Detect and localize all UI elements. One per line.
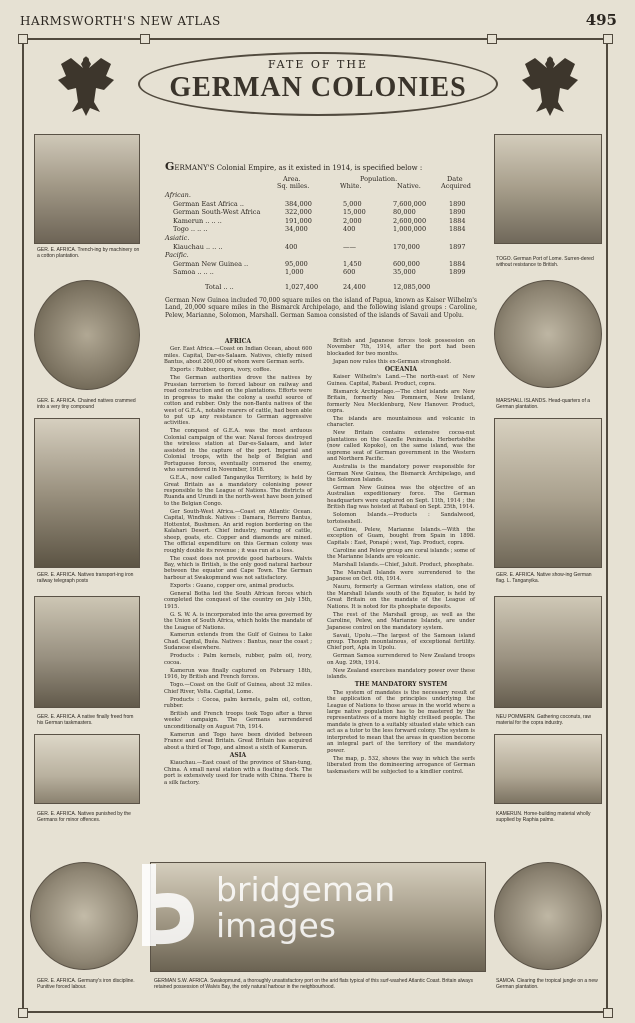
region-label: Pacific. — [165, 251, 189, 260]
colony-name: Kiauchau .. .. .. — [173, 242, 223, 251]
body-paragraph: Kiauchau.—East coast of the province of Shan-tung, China. A small naval station with a floating dock. The port is extensively used for trade with China. There is a silk factory. — [164, 760, 312, 786]
body-paragraph: Caroline and Pelew group are coral islands ; some of the Marianne Islands are volcanic. — [327, 547, 475, 561]
region-label: Asiatic. — [165, 234, 190, 242]
body-paragraph: Kamerun extends from the Gulf of Guinea to Lake Chad. Capital, Buéa. Natives : Bantus, near the coast ; Sudanese elsewhere. — [164, 632, 312, 652]
photo-marshall-hq — [494, 280, 602, 388]
body-paragraph: New Britain contains extensive cocoa-nut plantations on the Gazelle Peninsula. Herbertshöhe (now called Kopoko), on the same island, was the supreme seat of German government in the Western and Northern Pacific. — [327, 430, 475, 463]
page-header — [0, 0, 635, 34]
watermark-logo-icon — [138, 864, 198, 946]
body-paragraph: Ger. East Africa.—Coast on Indian Ocean, about 600 miles. Capital, Dar-es-Salaam. Natives, chiefly mixed Bantus, about 200,000 of whom were German serfs. — [164, 346, 312, 366]
section-heading: THE MANDATORY SYSTEM — [354, 681, 448, 689]
white-cell: 600 — [343, 268, 356, 277]
photo-jungle-clearing — [494, 862, 602, 970]
colony-name: German New Guinea .. — [173, 259, 249, 268]
caption-l4: GER. E. AFRICA. A native finally freed from his German taskmasters. — [37, 714, 134, 726]
body-paragraph: Ger South-West Africa.—Coast on Atlantic Ocean. Capital, Windhuk. Natives : Damara, Herrero Bantus, Hottentot, Bushmen. An arid region bordering on the Kalahari Desert. Chief industry, rearing of cattle, sheep, goats, etc. Copper and diamonds are mined. The official expenditure on this German colony was roughly double its revenue ; it was run at a loss. — [164, 508, 312, 554]
body-paragraph: The map, p. 532, shows the way in which the serfs liberated from the domineering arrogance of German taskmasters will be subjected to a kindlier control. — [327, 755, 475, 775]
photo-trenching — [34, 134, 140, 244]
body-paragraph: Bismarck Archipelago.—The chief islands are New Britain, formerly Neu Pommern, New Ireland, formerly Neu Mecklenburg, New Hanover. Product, copra. — [327, 388, 475, 415]
body-paragraph: G.E.A., now called Tanganyika Territory, is held by Great Britain as a mandatory colonising power responsible to the League of Nations. The districts of Ruanda and Urundi in the north-west have been joined to the Belgian Congo. — [164, 475, 312, 507]
atlas-title: HARMSWORTH'S NEW ATLAS — [20, 14, 221, 28]
summary-paragraph: German New Guinea included 70,000 square miles on the island of Papua, known as Kaiser Wilhelm's Land, 20,000 square miles in the Bismarck Archipelago, and the following island groups : Caroline, Pelew, Marianne, Solomon, Marshall. German Samoa consisted of the islands of Savaii and Upolu. — [165, 297, 477, 319]
watermark-line2: images — [216, 906, 336, 945]
right-column — [327, 338, 475, 777]
body-paragraph: General Botha led the South African forces which completed the conquest of the country on July 15th, 1915. — [164, 590, 312, 610]
section-heading: OCEANIA — [384, 365, 418, 373]
caption-r4: NEU POMMERN. Gathering coconuts, raw material for the copra industry. — [496, 714, 592, 726]
caption-l3: GER. E. AFRICA. Natives transport-ing iron railway telegraph posts — [37, 572, 134, 584]
white-cell: 400 — [343, 225, 356, 234]
body-paragraph: The islands are mountainous and volcanic in character. — [327, 415, 475, 429]
title-cartouche — [138, 52, 498, 116]
table-total-row — [165, 283, 477, 292]
caption-r3: GER. E. AFRICA. Native show-ing German flag. L. Tanganyika. — [496, 572, 592, 584]
area-cell: 400 — [285, 242, 298, 251]
native-cell: 1,000,000 — [393, 225, 427, 234]
intro-text: ERMANY'S Colonial Empire, as it existed in 1914, is specified below : — [174, 164, 423, 172]
caption-r5: KAMERUN. Home-building material wholly supplied by Raphia palms. — [496, 811, 591, 823]
page-number: 495 — [585, 11, 617, 29]
body-paragraph: The rest of the Marshall group, as well as the Caroline, Pelew, and Marianne Islands, are under Japanese control on the mandatory system. — [327, 611, 475, 631]
colony-name: Samoa .. .. .. — [173, 268, 214, 277]
table-row — [165, 268, 477, 277]
colony-name: Total .. .. — [205, 283, 234, 291]
header-white: White. — [340, 182, 362, 190]
frame-corner-ornament — [603, 1008, 613, 1018]
section-heading: ASIA — [229, 751, 247, 759]
photo-freed-native — [34, 596, 140, 708]
header-native: Native. — [397, 182, 421, 190]
date-cell: 1884 — [449, 259, 466, 268]
area-cell: 384,000 — [285, 199, 312, 208]
colony-name: German South-West Africa — [173, 208, 261, 217]
colony-name: Kamerun .. .. .. — [173, 216, 222, 225]
body-paragraph: Kaiser Wilhelm's Land.—The north-east of New Guinea. Capital, Rabaul. Product, copra. — [327, 374, 475, 387]
frame-corner-ornament — [140, 34, 150, 44]
frame-corner-ornament — [18, 1008, 28, 1018]
date-cell: 1897 — [449, 242, 466, 251]
body-paragraph: Nauru, formerly a German wireless station, one of the Marshall Islands south of the Equator, is held by Great Britain on the mandate of the League of Nations. It is noted for its phosphate deposits. — [327, 584, 475, 610]
region-label: African. — [165, 191, 191, 199]
white-cell: 2,000 — [343, 216, 362, 225]
body-paragraph: Solomon Islands.—Products : Sandalwood, tortoiseshell. — [327, 512, 475, 525]
native-cell: 12,085,000 — [393, 283, 431, 291]
body-paragraph: The system of mandates is the necessary result of the application of the principles underlying the League of Nations to those areas in the world where a large native population has to be mastered by the representatives of a more highly civilised people. The mandate is given to a suitably situated state which can act as a tutor to the less forward colony. The system is interpreted to mean that the areas in question become an integral part of the territory of the mandatory power. — [327, 689, 475, 754]
frame-corner-ornament — [603, 34, 613, 44]
date-cell: 1899 — [449, 268, 466, 277]
bridgeman-watermark — [138, 862, 463, 952]
colony-name: Togo .. .. .. — [173, 225, 208, 234]
native-cell: 2,600,000 — [393, 216, 427, 225]
date-cell: 1884 — [449, 216, 466, 225]
body-paragraph: Marshall Islands.—Chief, Jaluit. Product, phosphate. — [333, 562, 474, 568]
body-paragraph: Savaii, Upolu.—The largest of the Samoan island group. Though mountainous, of exceptional fertility. Chief port, Apia in Upolu. — [327, 632, 475, 652]
caption-r1: TOGO. German Port of Lome. Surren-dered without resistance to British. — [496, 256, 594, 268]
photo-forced-labour — [30, 862, 138, 970]
body-paragraph: Exports : Rubber, copra, ivory, coffee. — [170, 367, 272, 374]
eagle-right-icon — [520, 50, 580, 120]
area-cell: 34,000 — [285, 225, 308, 234]
body-paragraph: British and French troops took Togo after a three weeks' campaign. The Germans surrendered unconditionally on August 7th, 1914. — [164, 710, 312, 730]
frame-corner-ornament — [487, 34, 497, 44]
native-cell: 170,000 — [393, 242, 420, 251]
colony-name: German East Africa .. — [173, 199, 244, 208]
body-paragraph: The Marshall Islands were surrendered to the Japanese on Oct. 6th, 1914. — [327, 569, 475, 583]
left-column — [164, 338, 312, 787]
body-paragraph: German Samoa surrendered to New Zealand troops on Aug. 29th, 1914. — [327, 653, 475, 666]
caption-l2: GER. E. AFRICA. Chained natives crammed into a very tiny compound — [37, 398, 136, 410]
drop-cap: G — [165, 160, 175, 173]
photo-raphia-hut — [494, 734, 602, 804]
caption-l1: GER. E. AFRICA. Trench-ing by machinery on a cotton plantation. — [37, 247, 140, 259]
body-paragraph: Exports : Guano, copper ore, animal products. — [170, 582, 295, 589]
body-paragraph: Australia is the mandatory power responsible for German New Guinea, the Bismarck Archipelago, and the Solomon Islands. — [327, 464, 475, 484]
area-cell: 322,000 — [285, 208, 312, 217]
area-cell: 191,000 — [285, 216, 312, 225]
white-cell: —— — [343, 242, 356, 251]
native-cell: 600,000 — [393, 259, 420, 268]
body-paragraph: Kamerun and Togo have been divided between France and Great Britain. Great Britain has acquired about a third of Togo, and almost a sixth of Kamerun. — [164, 731, 312, 751]
frame-corner-ornament — [18, 34, 28, 44]
watermark-line1: bridgeman — [216, 870, 396, 909]
section-heading: AFRICA — [224, 338, 252, 345]
body-paragraph: The conquest of G.E.A. was the most arduous Colonial campaign of the war. Naval forces destroyed the wireless station at Dar-es-Salaam, and later assisted in the capture of the port. Imperial and Colonial troops, with the help of Belgian and Portuguese forces, eventually cornered the enemy, who surrendered in November, 1918. — [164, 428, 312, 474]
photo-coconuts — [494, 596, 602, 708]
body-paragraph: The German authorities drove the natives by Prussian terrorism to forced labour on railway and road construction and on the plantations. Efforts were in progress to make the colony a useful source of cotton and rubber. Only the non-Bantu natives of the west of G.E.A., notable rearers of cattle, had been able to put up any resistance to German aggressive activities. — [164, 375, 312, 427]
caption-r6: SAMOA. Clearing the tropical jungle on a new German plantation. — [496, 978, 598, 990]
title-small: FATE OF THE — [268, 58, 368, 71]
white-cell: 24,400 — [343, 283, 366, 291]
caption-l6: GER. E. AFRICA. Germany's iron discipline. Punitive forced labour. — [37, 978, 135, 990]
native-cell: 7,600,000 — [393, 199, 427, 208]
native-cell: 35,000 — [393, 268, 416, 277]
intro-line — [165, 160, 475, 173]
header-area: Area. — [283, 175, 301, 183]
date-cell: 1890 — [449, 208, 466, 217]
body-paragraph: Products : Palm kernels, rubber, palm oil, ivory, cocoa. — [164, 653, 312, 666]
table-header-row-2 — [165, 182, 477, 191]
area-cell: 1,000 — [285, 268, 304, 277]
white-cell: 5,000 — [343, 199, 362, 208]
date-cell: 1890 — [449, 199, 466, 208]
page-title: GERMAN COLONIES — [169, 72, 467, 103]
body-paragraph: The coast does not provide good harbours. Walvis Bay, which is British, is the only good natural harbour between the equator and Cape Town. The German harbour at Swakopmund was not satisfactory. — [164, 555, 312, 581]
eagle-left-icon — [56, 50, 116, 120]
caption-bottom: GERMAN S.W. AFRICA. Swakopmund, a thoroughly unsatisfactory port on the arid flats typical of this surf-washed Atlantic Coast. Britain always retained possession of Walvis Bay, the only natural harbour in the neighbourhood. — [154, 978, 474, 990]
header-date: Date — [447, 175, 463, 183]
area-cell: 1,027,400 — [285, 283, 319, 291]
body-paragraph: Caroline, Pelew, Marianne Islands.—With the exception of Guam, bought from Spain in 1898. Capitals : East, Ponapé ; west, Yap. Product, copra. — [327, 526, 475, 546]
body-paragraph: Japan now rules this ex-German stronghold. — [333, 358, 452, 365]
white-cell: 15,000 — [343, 208, 366, 217]
body-paragraph: British and Japanese forces took possession on November 7th, 1914, after the port had been blockaded for two months. — [327, 338, 475, 357]
area-cell: 95,000 — [285, 259, 308, 268]
header-population: Population. — [360, 175, 398, 183]
body-paragraph: Products : Cocoa, palm kernels, palm oil, cotton, rubber. — [164, 696, 312, 710]
caption-r2: MARSHALL ISLANDS. Head-quarters of a German plantation. — [496, 398, 591, 410]
caption-l5: GER. E. AFRICA. Natives punished by the Germans for minor offences. — [37, 811, 131, 823]
body-paragraph: Kamerun was finally captured on February 18th, 1916, by British and French forces. — [164, 667, 312, 681]
body-paragraph: New Zealand exercises mandatory power over these islands. — [327, 667, 475, 681]
photo-native-flag — [494, 418, 602, 568]
body-paragraph: Togo.—Coast on the Gulf of Guinea, about 32 miles. Chief River, Volta. Capital, Lome. — [164, 682, 312, 695]
header-sq: Sq. miles. — [277, 182, 310, 190]
body-paragraph: G. S. W. A. is incorporated into the area governed by the Union of South Africa, which holds the mandate of the League of Nations. — [164, 611, 312, 631]
photo-punished-natives — [34, 734, 140, 804]
photo-telegraph-posts — [34, 418, 140, 568]
white-cell: 1,450 — [343, 259, 362, 268]
photo-chained-natives — [34, 280, 140, 390]
date-cell: 1884 — [449, 225, 466, 234]
header-acquired: Acquired — [441, 182, 471, 190]
native-cell: 80,000 — [393, 208, 416, 217]
photo-lome-port — [494, 134, 602, 244]
body-paragraph: German New Guinea was the objective of an Australian expeditionary force. The German headquarters were captured on Sept. 11th, 1914 ; the British flag was hoisted at Rabaul on Sept. 25th, 1914. — [327, 485, 475, 511]
